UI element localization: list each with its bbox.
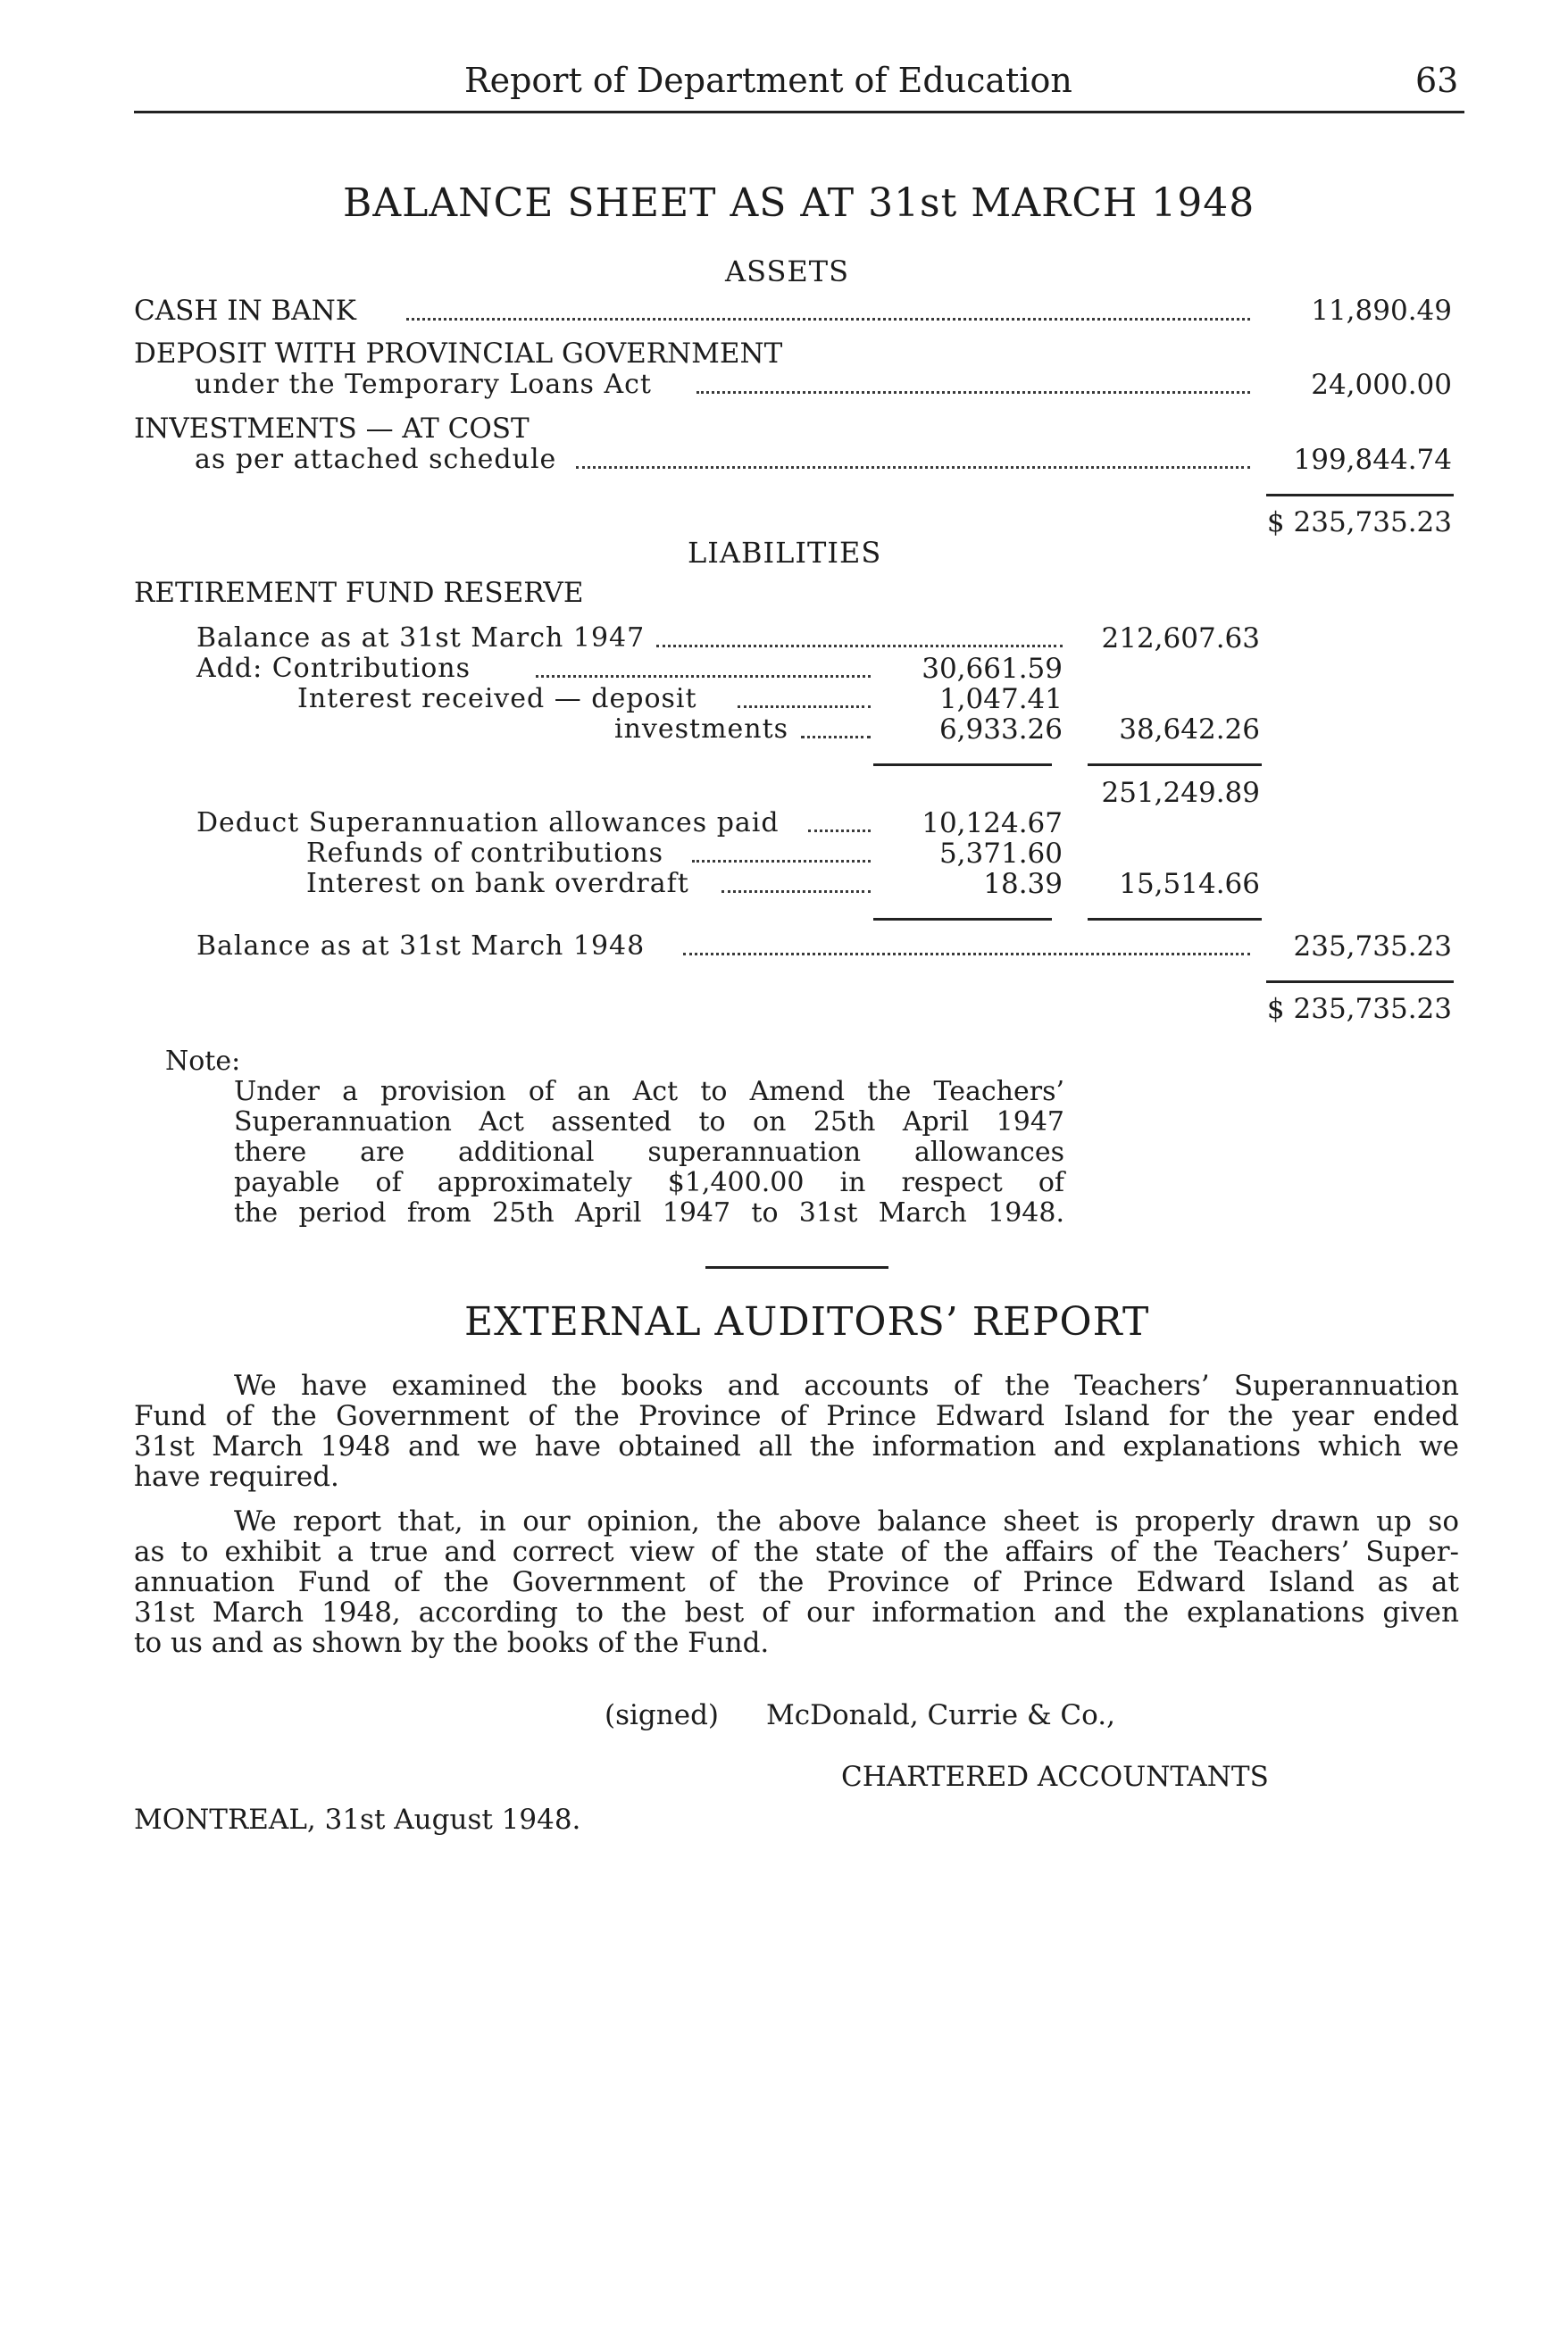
running-header-title: Report of Department of Education xyxy=(464,61,1072,100)
paragraph-line: Fund of the Government of the Province of Prince Edward Island for the year ended xyxy=(134,1400,1459,1432)
paragraph-line: We have examined the books and accounts of the Teachers’ Superannuation xyxy=(234,1370,1459,1402)
paragraph-line: to us and as shown by the books of the Fund. xyxy=(134,1627,770,1659)
liabilities-total: $ 235,735.23 xyxy=(1266,993,1452,1025)
deposit-label: DEPOSIT WITH PROVINCIAL GOVERNMENT xyxy=(134,338,783,370)
balance-1948-value: 235,735.23 xyxy=(1293,930,1452,963)
paragraph-line: have required. xyxy=(134,1461,339,1493)
additions-total: 38,642.26 xyxy=(1119,713,1260,746)
note-body xyxy=(234,1077,1064,1229)
cash-in-bank-value: 11,890.49 xyxy=(1311,295,1452,327)
balance-1948-label: Balance as at 31st March 1948 xyxy=(196,930,646,962)
overdraft-interest-label: Interest on bank overdraft xyxy=(306,868,689,899)
paragraph-line: 31st March 1948, according to the best of our information and the explanations given xyxy=(134,1597,1459,1629)
auditors-report-title: EXTERNAL AUDITORS’ REPORT xyxy=(464,1299,1150,1345)
deductions-rule xyxy=(873,918,1052,921)
dot-leader xyxy=(808,830,871,832)
note-line: there are additional superannuation allowances xyxy=(234,1137,1064,1168)
interest-received-deposit-label: Interest received — deposit xyxy=(297,683,697,714)
contributions-value: 30,661.59 xyxy=(922,653,1063,685)
dot-leader xyxy=(576,466,1250,469)
interest-received-investments-label: investments xyxy=(614,713,789,745)
page-number: 63 xyxy=(1415,61,1459,100)
dot-leader xyxy=(696,391,1250,394)
deductions-total-rule xyxy=(1088,918,1262,921)
place-and-date: MONTREAL, 31st August 1948. xyxy=(134,1804,581,1836)
note-line: Superannuation Act assented to on 25th April 1947 xyxy=(234,1106,1064,1138)
balance-1947-label: Balance as at 31st March 1947 xyxy=(196,622,646,654)
note-line: Under a provision of an Act to Amend the Teachers’ xyxy=(234,1076,1064,1107)
deposit-value: 24,000.00 xyxy=(1311,369,1452,401)
auditors-paragraph-1 xyxy=(134,1371,1459,1492)
refunds-label: Refunds of contributions xyxy=(306,838,664,869)
subtotal-value: 251,249.89 xyxy=(1101,777,1260,809)
signatory-name: McDonald, Currie & Co., xyxy=(766,1699,1115,1731)
note-label: Note: xyxy=(165,1046,241,1077)
assets-total-rule xyxy=(1266,494,1454,496)
cash-in-bank-label: CASH IN BANK xyxy=(134,295,356,327)
interest-deposit-value: 1,047.41 xyxy=(938,683,1063,715)
dot-leader xyxy=(692,860,871,863)
header-rule xyxy=(134,111,1464,113)
dot-leader xyxy=(683,953,1250,955)
retirement-fund-reserve-label: RETIREMENT FUND RESERVE xyxy=(134,577,584,609)
paragraph-line: 31st March 1948 and we have obtained all the information and explanations which we xyxy=(134,1430,1459,1463)
interest-investments-value: 6,933.26 xyxy=(938,713,1063,746)
dot-leader xyxy=(406,318,1250,321)
dot-leader xyxy=(721,890,871,893)
liabilities-total-rule xyxy=(1266,980,1454,983)
paragraph-line: as to exhibit a true and correct view of the state of the affairs of the Teachers’ Super- xyxy=(134,1536,1459,1568)
assets-total: $ 235,735.23 xyxy=(1266,506,1452,538)
refunds-value: 5,371.60 xyxy=(938,838,1063,870)
section-divider xyxy=(705,1266,888,1269)
paragraph-line: annuation Fund of the Government of the Province of Prince Edward Island as at xyxy=(134,1566,1459,1598)
investments-label: INVESTMENTS — AT COST xyxy=(134,413,530,445)
dot-leader xyxy=(738,705,871,708)
dot-leader xyxy=(536,675,871,678)
signed-label: (signed) xyxy=(605,1699,720,1731)
add-contributions-label: Add: Contributions xyxy=(196,653,471,684)
overdraft-interest-value: 18.39 xyxy=(983,868,1063,900)
subtotal-rule xyxy=(1088,763,1262,766)
auditors-paragraph-2 xyxy=(134,1506,1459,1658)
dot-leader xyxy=(656,645,1063,647)
deduct-allowances-label: Deduct Superannuation allowances paid xyxy=(196,807,780,838)
investments-sublabel: as per attached schedule xyxy=(195,444,557,475)
note-line: payable of approximately $1,400.00 in respect of xyxy=(234,1167,1064,1198)
paragraph-line: We report that, in our opinion, the above balance sheet is properly drawn up so xyxy=(234,1505,1459,1538)
assets-heading: ASSETS xyxy=(725,254,850,288)
investments-value: 199,844.74 xyxy=(1293,444,1452,476)
deductions-total: 15,514.66 xyxy=(1119,868,1260,900)
allowances-value: 10,124.67 xyxy=(922,807,1063,839)
deposit-sublabel: under the Temporary Loans Act xyxy=(195,369,652,400)
balance-1947-value: 212,607.63 xyxy=(1101,622,1260,654)
note-line: the period from 25th April 1947 to 31st March 1948. xyxy=(234,1197,1064,1229)
liabilities-heading: LIABILITIES xyxy=(688,536,882,570)
signatory-designation: CHARTERED ACCOUNTANTS xyxy=(841,1761,1269,1793)
dot-leader xyxy=(801,736,871,738)
additions-rule xyxy=(873,763,1052,766)
balance-sheet-title: BALANCE SHEET AS AT 31st MARCH 1948 xyxy=(343,180,1255,226)
